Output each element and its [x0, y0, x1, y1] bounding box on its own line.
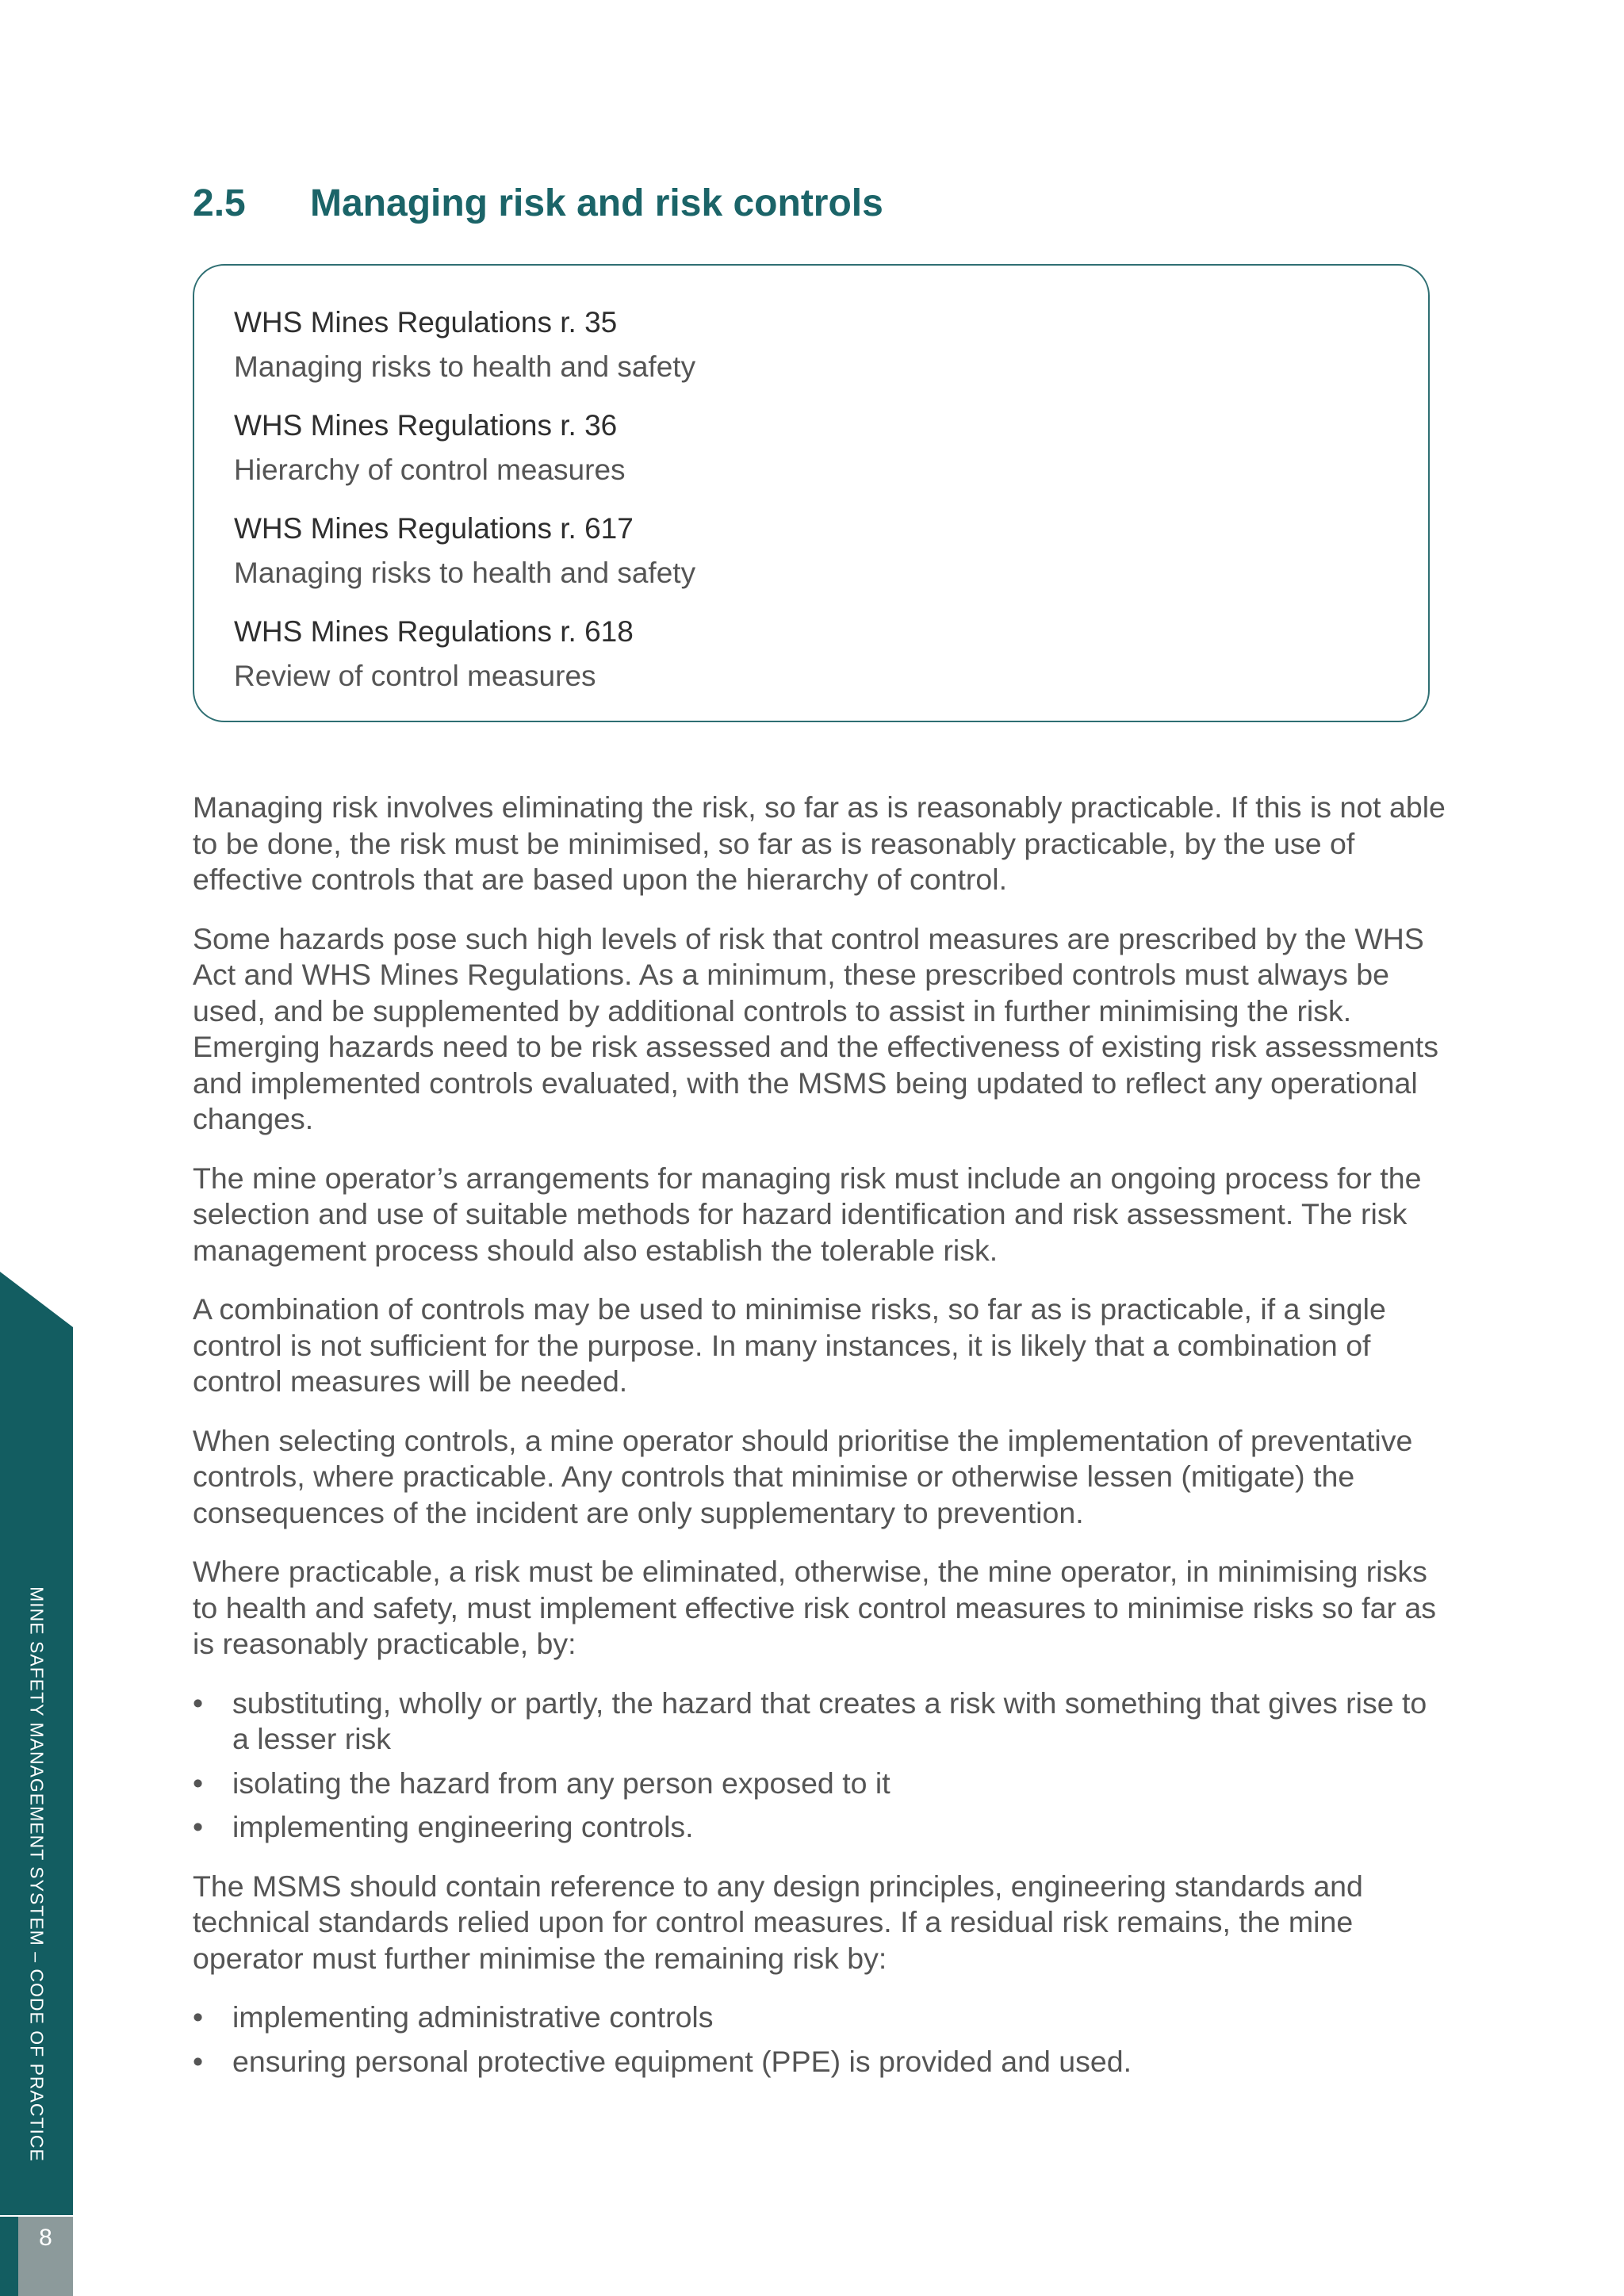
- list-item: [193, 1686, 1446, 1758]
- body-text: [193, 790, 1446, 2103]
- paragraph: Some hazards pose such high levels of risk that control measures are prescribed by the WHS Act and WHS Mines Regulations. As a minimum, these prescribed controls must always be used, and be supplemented by additional controls to assist in further minimising the risk. Emerging hazards need to be risk assessed and the effectiveness of existing risk assessments and implemented controls evaluated, with the MSMS being updated to reflect any operational changes.: [193, 921, 1438, 1135]
- bullet-icon: •: [193, 2044, 204, 2078]
- list-item: [193, 2044, 1446, 2080]
- regulation-title: WHS Mines Regulations r. 617: [234, 512, 634, 545]
- list-item-text: implementing engineering controls.: [232, 1810, 694, 1843]
- bullet-icon: •: [193, 1766, 204, 1800]
- regulation-title: WHS Mines Regulations r. 618: [234, 615, 634, 648]
- section-heading: [193, 181, 883, 227]
- regulations-box: [193, 264, 1430, 722]
- paragraph: A combination of controls may be used to minimise risks, so far as is practicable, if a single control is not sufficient for the purpose. In many instances, it is likely that a combination of control measures will be needed.: [193, 1292, 1386, 1398]
- list-item: [193, 1999, 1446, 2036]
- page-number-strip: [0, 2217, 18, 2296]
- page-number: 8: [39, 2225, 52, 2251]
- regulation-description: Managing risks to health and safety: [234, 557, 696, 589]
- list-item-text: isolating the hazard from any person exposed to it: [232, 1766, 891, 1800]
- bullet-icon: •: [193, 1810, 204, 1843]
- bullet-icon: •: [193, 1686, 204, 1720]
- regulation-title: WHS Mines Regulations r. 35: [234, 306, 618, 339]
- regulation-description: Review of control measures: [234, 660, 596, 692]
- bullet-icon: •: [193, 2000, 204, 2034]
- regulation-title: WHS Mines Regulations r. 36: [234, 409, 618, 442]
- section-number: 2.5: [193, 182, 246, 224]
- list-item: [193, 1766, 1446, 1802]
- paragraph: When selecting controls, a mine operator should prioritise the implementation of preventative controls, where practicable. Any controls that minimise or otherwise lessen (mitigate) the consequences of the incident are only supplementary to prevention.: [193, 1423, 1413, 1529]
- paragraph: The MSMS should contain reference to any design principles, engineering standards and technical standards relied upon for control measures. If a residual risk remains, the mine operator must further minimise the remaining risk by:: [193, 1869, 1363, 1975]
- list-item-text: implementing administrative controls: [232, 2000, 714, 2034]
- bullet-list: [193, 1999, 1446, 2080]
- list-item-text: ensuring personal protective equipment (PPE) is provided and used.: [232, 2044, 1132, 2078]
- regulation-item: [234, 404, 1388, 492]
- regulation-description: Hierarchy of control measures: [234, 453, 626, 486]
- regulation-item: [234, 610, 1388, 698]
- paragraph: Where practicable, a risk must be eliminated, otherwise, the mine operator, in minimising risks to health and safety, must implement effective risk control measures to minimise risks so far as is reasonably practicable, by:: [193, 1555, 1436, 1660]
- list-item: [193, 1809, 1446, 1846]
- regulation-item: [234, 300, 1388, 389]
- regulation-description: Managing risks to health and safety: [234, 350, 696, 383]
- list-item-text: substituting, wholly or partly, the hazard that creates a risk with something that gives rise to a lesser risk: [232, 1686, 1427, 1755]
- paragraph: Managing risk involves eliminating the risk, so far as is reasonably practicable. If this is not able to be done, the risk must be minimised, so far as is reasonably practicable, by the use of effective controls that are based upon the hierarchy of control.: [193, 790, 1446, 896]
- side-label: MINE SAFETY MANAGEMENT SYSTEM – CODE OF PRACTICE: [26, 1586, 48, 2162]
- regulation-item: [234, 507, 1388, 595]
- section-title: Managing risk and risk controls: [310, 182, 883, 224]
- paragraph: The mine operator’s arrangements for managing risk must include an ongoing process for the selection and use of suitable methods for hazard identification and risk assessment. The risk management process should also establish the tolerable risk.: [193, 1161, 1422, 1267]
- bullet-list: [193, 1686, 1446, 1846]
